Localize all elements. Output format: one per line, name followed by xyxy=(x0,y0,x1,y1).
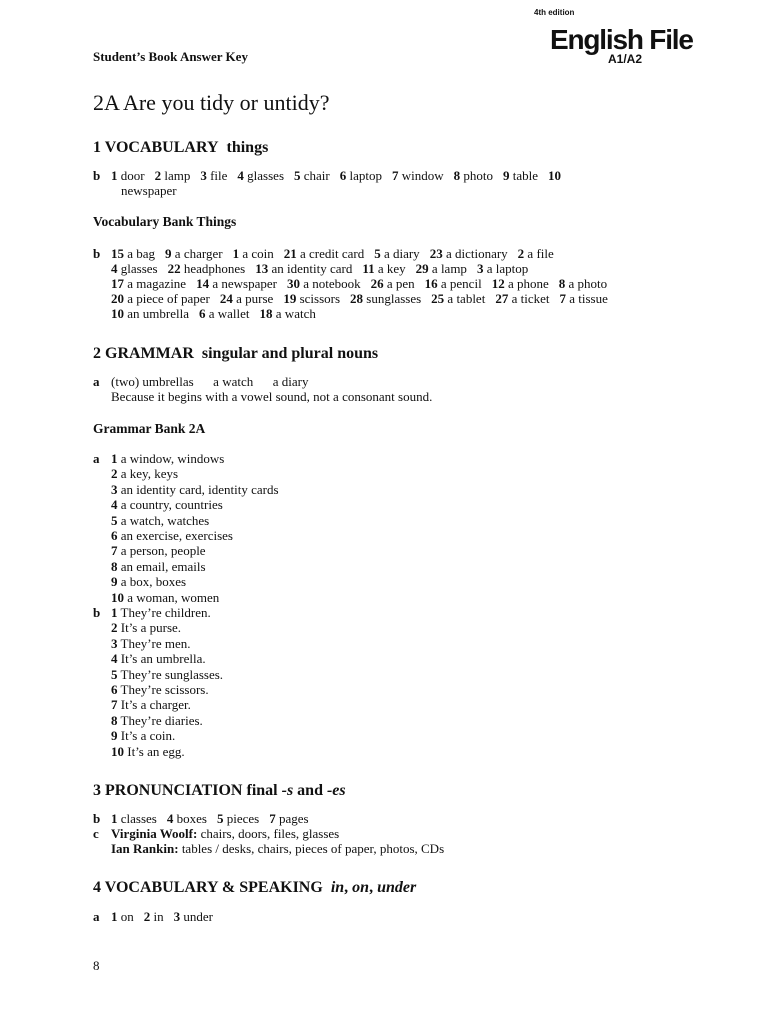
answer-text: a dictionary xyxy=(445,246,508,261)
answer-number: 2 xyxy=(111,620,118,636)
answer-text: a box, boxes xyxy=(117,574,187,590)
section-heading-grammar xyxy=(93,345,378,363)
answer-number: 6 xyxy=(111,682,118,697)
answer-text: a notebook xyxy=(303,276,361,291)
answer-number: 4 xyxy=(237,168,244,183)
answer-line xyxy=(111,291,608,306)
list-item xyxy=(111,451,224,466)
answer-text: photo xyxy=(463,168,494,183)
answer-text: It’s a coin. xyxy=(117,728,176,744)
answer-text: a pen xyxy=(386,276,415,291)
answer-text: a wallet xyxy=(208,306,250,321)
answer-text: It’s an umbrella. xyxy=(117,651,206,667)
list-item xyxy=(111,590,219,605)
answer-text: sunglasses xyxy=(366,291,422,306)
answer-text: a laptop xyxy=(486,261,529,276)
answer-number: 7 xyxy=(559,291,566,306)
section-topic-under: under xyxy=(377,879,417,896)
section-heading-vocabulary-speaking: 4 VOCABULARY & SPEAKING in, on, under xyxy=(93,879,417,896)
answer-number: 3 xyxy=(111,481,118,497)
answer-text: a newspaper xyxy=(212,276,277,291)
answer-number: 8 xyxy=(111,558,118,574)
answer-text: file xyxy=(210,168,228,183)
answer-line-wrap: newspaper xyxy=(121,183,177,198)
answer-text: an umbrella xyxy=(127,306,189,321)
answer-number: 4 xyxy=(111,651,118,667)
answer-text: an email, emails xyxy=(117,558,206,574)
section-number: 3 PRONUNCIATION xyxy=(93,782,243,799)
answer-number: 9 xyxy=(165,246,172,261)
list-item xyxy=(111,636,191,651)
answer-text: a woman, women xyxy=(124,589,220,605)
exercise-label: a xyxy=(93,909,100,924)
list-item xyxy=(111,682,209,697)
exercise-label: b xyxy=(93,605,101,620)
answer-number: 24 xyxy=(219,291,233,306)
answer-number: 1 xyxy=(232,246,240,261)
answer-text: They’re scissors. xyxy=(117,682,209,697)
list-item xyxy=(111,697,191,712)
answer-text: It’s an egg. xyxy=(124,743,185,759)
answer-text: pages xyxy=(278,811,309,826)
answer-number: 23 xyxy=(429,246,443,261)
answer-text: a person, people xyxy=(117,543,206,559)
edition-label: 4th edition xyxy=(534,8,575,17)
answer-text: a key xyxy=(377,261,406,276)
answer-line xyxy=(111,276,607,291)
section-heading-vocabulary xyxy=(93,139,268,157)
answer-text: laptop xyxy=(349,168,382,183)
list-item xyxy=(111,497,223,512)
answer-line xyxy=(111,261,528,276)
section-topic-suffix-es: -es xyxy=(326,782,346,799)
answer-text: an identity card xyxy=(271,261,353,276)
answer-number: 17 xyxy=(111,276,124,291)
list-item xyxy=(111,574,186,589)
answer-text: under xyxy=(183,909,213,924)
exercise-label: a xyxy=(93,374,100,389)
list-item xyxy=(111,605,211,620)
answer-text: a coin xyxy=(242,246,274,261)
list-item xyxy=(111,528,233,543)
answer-number: 6 xyxy=(198,306,206,321)
answer-number: 4 xyxy=(111,261,118,276)
answer-number: 8 xyxy=(558,276,566,291)
answer-text: They’re men. xyxy=(117,635,191,651)
answer-line xyxy=(111,246,554,261)
section-topic-and: and xyxy=(297,782,323,799)
answer-number: 1 xyxy=(111,605,118,620)
section-number: 4 VOCABULARY & SPEAKING xyxy=(93,879,323,896)
section-topic: singular and plural nouns xyxy=(201,345,379,362)
answer-number: 4 xyxy=(166,811,174,826)
answer-number: 6 xyxy=(339,168,347,183)
answer-text: on xyxy=(120,909,134,924)
exercise-label: c xyxy=(93,826,99,841)
unit-title: 2A Are you tidy or untidy? xyxy=(93,90,330,115)
answer-line xyxy=(111,841,444,856)
answer-number: 27 xyxy=(495,291,509,306)
answer-number: 9 xyxy=(111,574,118,590)
answer-text: a tissue xyxy=(569,291,608,306)
answer-number: 2 xyxy=(154,168,162,183)
answer-number: 7 xyxy=(392,168,399,183)
answer-text: a purse xyxy=(236,291,274,306)
speaker-answer: tables / desks, chairs, pieces of paper, photos, CDs xyxy=(181,841,445,856)
answer-line xyxy=(111,811,309,826)
answer-line xyxy=(111,306,316,321)
answer-number: 10 xyxy=(548,168,562,183)
answer-number: 8 xyxy=(111,712,118,728)
list-item xyxy=(111,744,185,759)
answer-number: 5 xyxy=(111,512,118,528)
answer-text: glasses xyxy=(120,261,158,276)
answer-text: table xyxy=(512,168,539,183)
answer-text: a tablet xyxy=(447,291,486,306)
subsection-heading-vocabulary-bank: Vocabulary Bank Things xyxy=(93,214,237,229)
answer-number: 10 xyxy=(111,306,124,321)
list-item xyxy=(111,559,206,574)
answer-number: 16 xyxy=(424,276,438,291)
answer-line xyxy=(111,168,561,183)
section-topic-suffix-s: -s xyxy=(281,782,294,799)
answer-text: a ticket xyxy=(511,291,550,306)
answer-text: a file xyxy=(527,246,554,261)
answer-number: 14 xyxy=(196,276,210,291)
answer-number: 10 xyxy=(111,589,124,605)
answer-number: 1 xyxy=(111,451,118,466)
answer-text: a magazine xyxy=(127,276,187,291)
answer-text: They’re children. xyxy=(117,605,211,620)
answer-text: glasses xyxy=(247,168,285,183)
answer-number: 10 xyxy=(111,743,124,759)
answer-number: 5 xyxy=(374,246,381,261)
book-key-title: Student’s Book Answer Key xyxy=(93,49,248,64)
answer-number: 3 xyxy=(476,261,484,276)
list-item xyxy=(111,513,209,528)
answer-text: It’s a purse. xyxy=(117,620,182,636)
answer-number: 4 xyxy=(111,497,118,513)
answer-text: door xyxy=(120,168,145,183)
answer-text: a bag xyxy=(127,246,156,261)
answer-number: 22 xyxy=(167,261,181,276)
section-topic-on: on xyxy=(352,879,370,896)
answer-number: 25 xyxy=(431,291,445,306)
answer-text: a credit card xyxy=(299,246,365,261)
answer-text: scissors xyxy=(299,291,341,306)
answer-number: 2 xyxy=(143,909,151,924)
answer-line: (two) umbrellas a watch a diary xyxy=(111,374,309,389)
answer-text: a pencil xyxy=(440,276,482,291)
answer-number: 29 xyxy=(415,261,429,276)
answer-line: Because it begins with a vowel sound, not a consonant sound. xyxy=(111,389,433,404)
answer-number: 1 xyxy=(111,811,118,826)
list-item xyxy=(111,482,279,497)
subsection-heading-grammar-bank: Grammar Bank 2A xyxy=(93,421,206,436)
exercise-label: b xyxy=(93,246,101,261)
answer-number: 26 xyxy=(370,276,384,291)
answer-text: pieces xyxy=(226,811,260,826)
answer-text: a watch xyxy=(275,306,316,321)
answer-number: 1 xyxy=(111,909,118,924)
answer-text: a country, countries xyxy=(117,497,223,513)
answer-number: 30 xyxy=(286,276,300,291)
speaker-name: Virginia Woolf: xyxy=(111,826,198,841)
answer-number: 20 xyxy=(111,291,124,306)
answer-number: 13 xyxy=(255,261,269,276)
answer-number: 9 xyxy=(503,168,510,183)
section-number: 1 VOCABULARY xyxy=(93,139,219,156)
answer-number: 5 xyxy=(294,168,301,183)
page-number: 8 xyxy=(93,958,100,973)
section-topic-in: in xyxy=(330,879,345,896)
answer-number: 7 xyxy=(111,697,118,713)
answer-number: 3 xyxy=(173,909,181,924)
answer-number: 9 xyxy=(111,728,118,744)
answer-number: 3 xyxy=(200,168,207,183)
answer-text: a diary xyxy=(383,246,420,261)
answer-number: 18 xyxy=(259,306,273,321)
answer-text: a piece of paper xyxy=(127,291,210,306)
list-item xyxy=(111,651,206,666)
speaker-name: Ian Rankin: xyxy=(111,841,179,856)
answer-number: 5 xyxy=(111,666,118,682)
section-topic: final xyxy=(246,782,278,799)
answer-text: boxes xyxy=(176,811,207,826)
answer-number: 3 xyxy=(111,635,118,651)
answer-text: classes xyxy=(120,811,157,826)
speaker-answer: chairs, doors, files, glasses xyxy=(200,826,340,841)
answer-number: 5 xyxy=(216,811,224,826)
exercise-label: b xyxy=(93,811,101,826)
list-item xyxy=(111,667,223,682)
answer-text: lamp xyxy=(164,168,191,183)
answer-number: 6 xyxy=(111,528,118,543)
answer-number: 2 xyxy=(111,466,118,482)
answer-number: 12 xyxy=(491,276,505,291)
answer-line xyxy=(111,909,213,924)
brand-logo: English File xyxy=(550,24,693,55)
answer-number: 1 xyxy=(111,168,118,183)
answer-number: 7 xyxy=(269,811,276,826)
answer-text: They’re sunglasses. xyxy=(117,666,224,682)
answer-text: a lamp xyxy=(431,261,467,276)
answer-text: headphones xyxy=(183,261,246,276)
answer-line xyxy=(111,826,339,841)
answer-text: a charger xyxy=(174,246,223,261)
section-number: 2 GRAMMAR xyxy=(93,345,194,362)
list-item xyxy=(111,466,178,481)
list-item xyxy=(111,713,203,728)
exercise-label: a xyxy=(93,451,100,466)
answer-number: 8 xyxy=(453,168,461,183)
answer-text: a window, windows xyxy=(117,451,225,466)
answer-text: a phone xyxy=(507,276,549,291)
answer-text: chair xyxy=(303,168,330,183)
section-heading-pronunciation xyxy=(93,782,346,800)
exercise-label: b xyxy=(93,168,101,183)
answer-text: an identity card, identity cards xyxy=(117,481,279,497)
level-label: A1/A2 xyxy=(608,52,643,66)
list-item xyxy=(111,543,206,558)
answer-text: a photo xyxy=(568,276,608,291)
answer-number: 15 xyxy=(111,246,124,261)
list-item xyxy=(111,728,175,743)
answer-number: 19 xyxy=(283,291,297,306)
answer-text: a watch, watches xyxy=(117,512,210,528)
answer-text: an exercise, exercises xyxy=(117,528,233,543)
answer-number: 7 xyxy=(111,543,118,559)
answer-text: It’s a charger. xyxy=(117,697,191,713)
answer-text: a key, keys xyxy=(117,466,179,482)
answer-text: window xyxy=(401,168,444,183)
answer-number: 28 xyxy=(350,291,364,306)
list-item xyxy=(111,620,181,635)
answer-number: 21 xyxy=(283,246,297,261)
section-topic: things xyxy=(226,139,269,156)
answer-number: 2 xyxy=(517,246,525,261)
answer-text: in xyxy=(153,909,164,924)
answer-number: 11 xyxy=(362,261,375,276)
answer-text: They’re diaries. xyxy=(117,712,203,728)
